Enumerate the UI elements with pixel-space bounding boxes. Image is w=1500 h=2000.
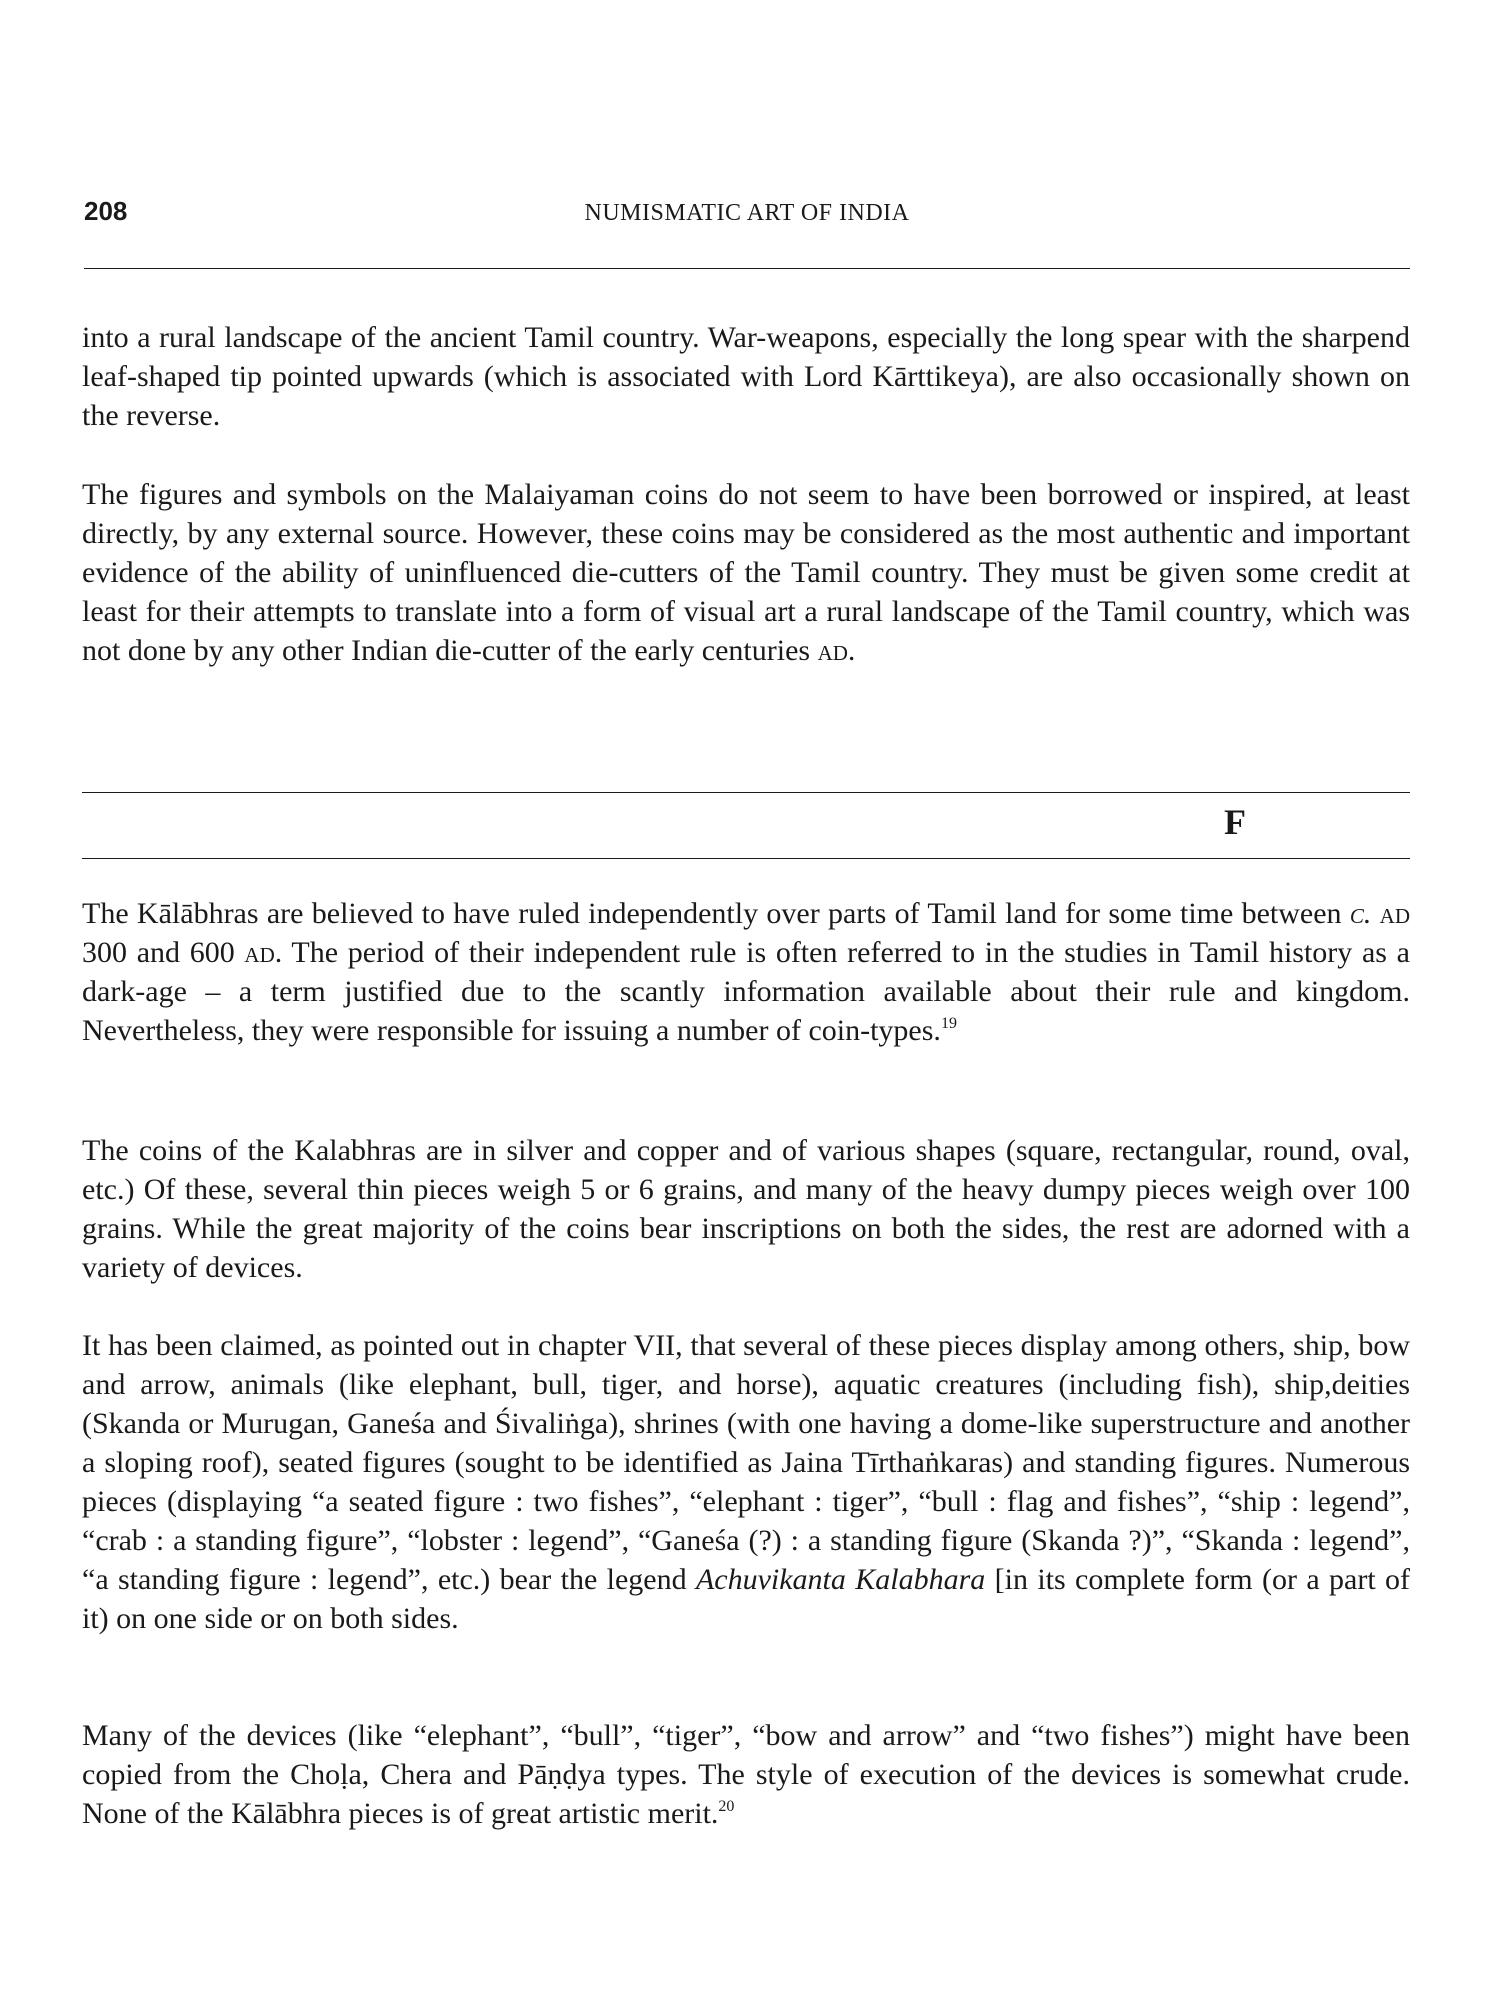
paragraph-6: [82, 1716, 1410, 1833]
paragraph-5: [82, 1326, 1410, 1638]
paragraph-3: [82, 894, 1410, 1050]
circa-abbreviation: c.: [1349, 897, 1372, 930]
era-abbreviation-2: ad: [244, 936, 275, 969]
section-rule-top: [82, 792, 1410, 793]
legend-name: Achuvikanta Kalabhara: [695, 1563, 986, 1596]
page-number: 208: [84, 196, 128, 226]
paragraph-4-text: The coins of the Kalabhras are in silver and copper and of various shapes (square, rectangular, round, oval, etc.) Of these, several thin pieces weigh 5 or 6 grains, and many of the heavy dumpy pieces weigh over 100 grains. While the great majority of the coins bear inscriptions on both the sides, the rest are adorned with a variety of devices.: [82, 1134, 1410, 1284]
paragraph-3-text-c: . The period of their independent rule is often referred to in the studies in Tamil history as a dark-age – a term justified due to the scantly information available about their rule and kingdom. Nevertheless, they were responsible for issuing a number of coin-types.: [82, 936, 1410, 1047]
header-rule: [84, 268, 1410, 269]
paragraph-4: [82, 1131, 1410, 1287]
paragraph-2: [82, 475, 1410, 670]
paragraph-5-text-b: [in its complete form (or a part of it) on one side or on both sides.: [82, 1563, 1411, 1635]
footnote-ref-20: 20: [718, 1798, 735, 1815]
paragraph-3-text-a: The Kālābhras are believed to have ruled independently over parts of Tamil land for some time between: [82, 897, 1342, 930]
paragraph-3-text-b: 300 and 600: [82, 936, 235, 969]
paragraph-2-text: The figures and symbols on the Malaiyaman coins do not seem to have been borrowed or inspired, at least directly, by any external source. However, these coins may be considered as the most authentic and important evidence of the ability of uninfluenced die-cutters of the Tamil country. They must be given some credit at least for their attempts to translate into a form of visual art a rural landscape of the Tamil country, which was not done by any other Indian die-cutter of the early centuries: [82, 478, 1410, 667]
paragraph-6-text: Many of the devices (like “elephant”, “bull”, “tiger”, “bow and arrow” and “two fishes”) might have been copied from the Choḷa, Chera and Pāṇḍya types. The style of execution of the devices is somewhat crude. None of the Kālābhra pieces is of great artistic merit.: [82, 1719, 1410, 1830]
paragraph-5-text-a: It has been claimed, as pointed out in chapter VII, that several of these pieces display among others, ship, bow and arrow, animals (like elephant, bull, tiger, and horse), aquatic creatures (including fish), ship,deities (Skanda or Murugan, Ganeśa and Śivaliṅga), shrines (with one having a dome-like superstructure and another a sloping roof), seated figures (sought to be identified as Jaina Tīrthaṅkaras) and standing figures. Numerous pieces (displaying “a seated figure : two fishes”, “elephant : tiger”, “bull : flag and fishes”, “ship : legend”, “crab : a standing figure”, “lobster : legend”, “Ganeśa (?) : a standing figure (Skanda ?)”, “Skanda : legend”, “a standing figure : legend”, etc.) bear the legend: [82, 1329, 1410, 1596]
era-abbreviation: ad: [817, 634, 848, 667]
paragraph-2-end: .: [847, 634, 856, 667]
section-letter: F: [1224, 802, 1246, 842]
running-title: NUMISMATIC ART OF INDIA: [584, 200, 910, 226]
footnote-ref-19: 19: [940, 1015, 957, 1032]
era-abbreviation-1: ad: [1379, 897, 1411, 930]
section-rule-bottom: [82, 858, 1410, 859]
paragraph-1: [82, 318, 1410, 435]
paragraph-1-text: into a rural landscape of the ancient Tamil country. War-weapons, especially the long spear with the sharpend leaf-shaped tip pointed upwards (which is associated with Lord Kārttikeya), are also occasionally shown on the reverse.: [82, 321, 1410, 432]
